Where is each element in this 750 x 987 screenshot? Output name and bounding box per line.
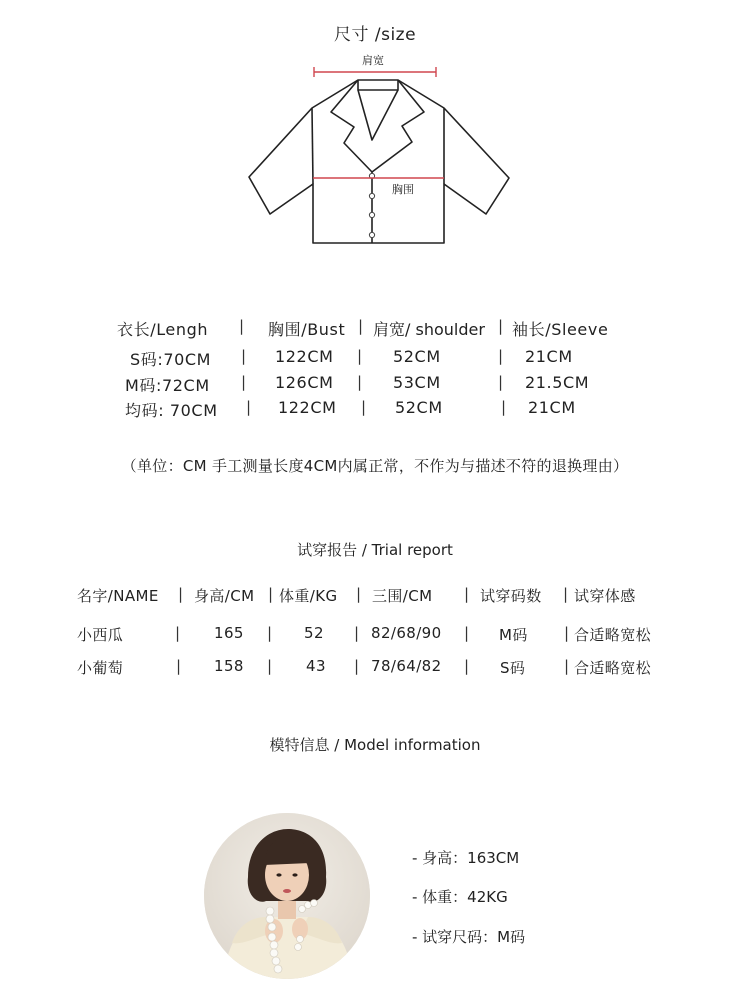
separator: |: [175, 624, 181, 642]
size-row-s-sleeve: 21CM: [525, 347, 573, 366]
trial-row-1-size: M码: [499, 626, 528, 644]
separator: |: [246, 398, 252, 416]
separator: |: [176, 657, 182, 675]
trial-report-title: 试穿报告 / Trial report: [297, 541, 453, 559]
size-row-m-shoulder: 53CM: [393, 373, 441, 392]
separator: |: [267, 624, 273, 642]
separator: |: [268, 585, 274, 603]
model-weight: - 体重：42KG: [412, 888, 508, 906]
size-row-s-shoulder: 52CM: [393, 347, 441, 366]
trial-header-name: 名字/NAME: [77, 587, 159, 605]
separator: |: [241, 373, 247, 391]
size-header-sleeve: 袖长/Sleeve: [512, 320, 609, 339]
trial-row-2-measurements: 78/64/82: [371, 657, 442, 675]
trial-row-2-weight: 43: [306, 657, 326, 675]
size-row-s-bust: 122CM: [275, 347, 334, 366]
size-row-free-length: 均码: 70CM: [125, 401, 218, 420]
separator: |: [357, 347, 363, 365]
size-row-free-bust: 122CM: [278, 398, 337, 417]
separator: |: [358, 317, 364, 335]
size-row-s-length: S码:70CM: [130, 350, 212, 369]
separator: |: [361, 398, 367, 416]
trial-row-2-name: 小葡萄: [77, 659, 124, 677]
trial-header-height: 身高/CM: [194, 587, 255, 605]
model-trial-size: - 试穿尺码：M码: [412, 928, 526, 946]
separator: |: [564, 624, 570, 642]
separator: |: [564, 657, 570, 675]
size-row-free-sleeve: 21CM: [528, 398, 576, 417]
separator: |: [498, 317, 504, 335]
separator: |: [357, 373, 363, 391]
trial-header-fit: 试穿体感: [574, 587, 636, 605]
size-row-m-length: M码:72CM: [125, 376, 210, 395]
separator: |: [241, 347, 247, 365]
shoulder-label: 肩宽: [362, 54, 384, 67]
bust-label: 胸围: [392, 183, 414, 196]
model-photo: [204, 813, 370, 979]
measurement-note: （单位：CM 手工测量长度4CM内属正常，不作为与描述不符的退换理由）: [121, 457, 629, 475]
size-row-m-sleeve: 21.5CM: [525, 373, 590, 392]
trial-row-2-size: S码: [500, 659, 526, 677]
trial-row-1-weight: 52: [304, 624, 324, 642]
separator: |: [498, 347, 504, 365]
separator: |: [464, 657, 470, 675]
size-row-m-bust: 126CM: [275, 373, 334, 392]
separator: |: [354, 624, 360, 642]
separator: |: [178, 585, 184, 603]
size-header-bust: 胸围/Bust: [268, 320, 346, 339]
trial-header-size: 试穿码数: [480, 587, 542, 605]
separator: |: [267, 657, 273, 675]
model-height: - 身高：163CM: [412, 849, 520, 867]
trial-row-1-measurements: 82/68/90: [371, 624, 442, 642]
separator: |: [464, 585, 470, 603]
separator: |: [239, 317, 245, 335]
model-info-title: 模特信息 / Model information: [269, 736, 481, 754]
shirt-diagram-icon: [240, 58, 520, 248]
separator: |: [354, 657, 360, 675]
separator: |: [563, 585, 569, 603]
separator: |: [356, 585, 362, 603]
separator: |: [464, 624, 470, 642]
trial-row-1-height: 165: [214, 624, 244, 642]
trial-row-1-fit: 合适略宽松: [574, 626, 652, 644]
size-title: 尺寸 /size: [333, 25, 417, 45]
trial-row-2-fit: 合适略宽松: [574, 659, 652, 677]
size-row-free-shoulder: 52CM: [395, 398, 443, 417]
trial-header-measurements: 三围/CM: [372, 587, 433, 605]
size-header-length: 衣长/Lengh: [117, 320, 209, 339]
size-header-shoulder: 肩宽/ shoulder: [373, 320, 485, 339]
trial-row-2-height: 158: [214, 657, 244, 675]
separator: |: [498, 373, 504, 391]
trial-row-1-name: 小西瓜: [77, 626, 124, 644]
separator: |: [501, 398, 507, 416]
trial-header-weight: 体重/KG: [279, 587, 338, 605]
